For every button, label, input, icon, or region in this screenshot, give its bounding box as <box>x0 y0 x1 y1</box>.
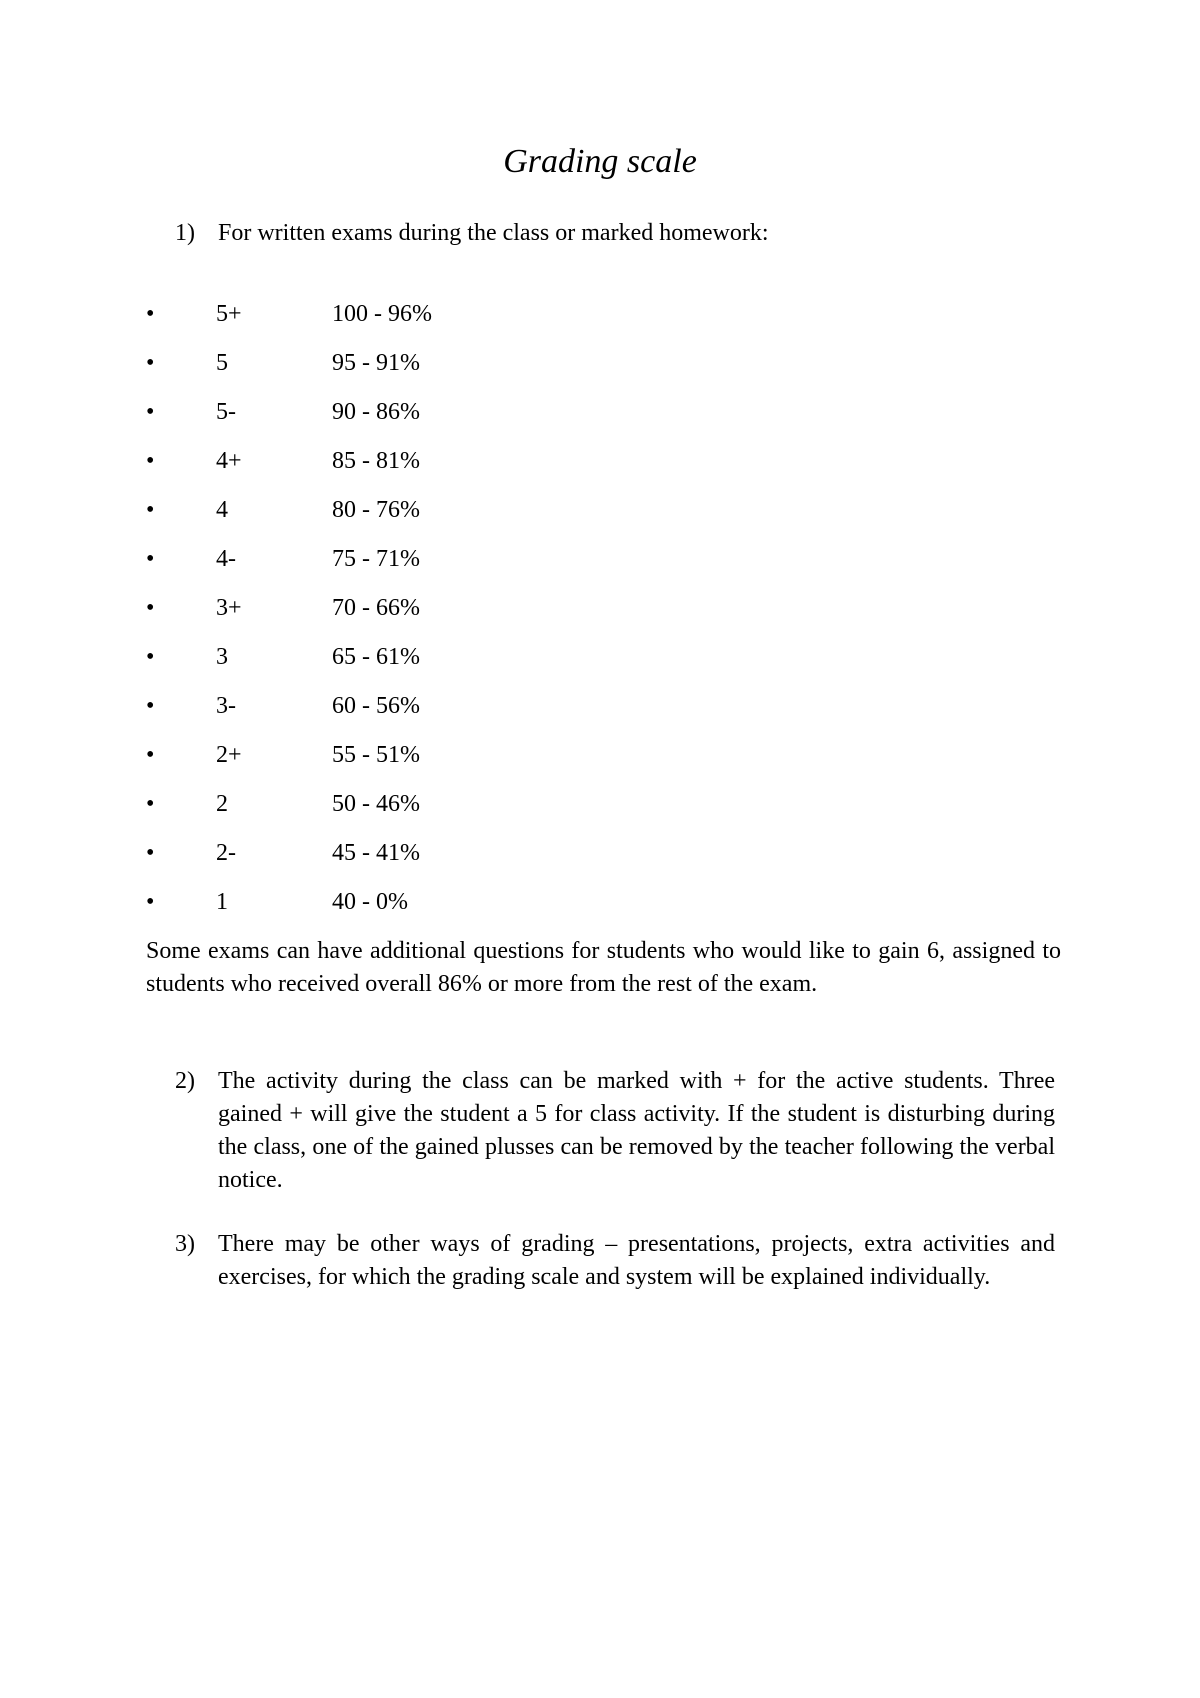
section-1-text: For written exams during the class or marked homework: <box>218 220 769 246</box>
section-1-number: 1) <box>175 220 195 246</box>
grade-range: 100 - 96% <box>332 301 432 327</box>
section-3 <box>175 1228 1055 1294</box>
grade-mark: 4- <box>216 546 236 572</box>
grade-row <box>0 445 1200 494</box>
grade-mark: 3+ <box>216 595 242 621</box>
section-3-text: There may be other ways of grading – presentations, projects, extra activities and exercises, for which the grading scale and system will be explained individually. <box>218 1231 1055 1290</box>
additional-questions-note: Some exams can have additional questions for students who would like to gain 6, assigned to students who received overall 86% or more from the rest of the exam. <box>146 938 1061 997</box>
grade-range: 55 - 51% <box>332 742 420 768</box>
grade-mark: 5 <box>216 350 228 376</box>
grade-mark: 2+ <box>216 742 242 768</box>
bullet-icon: • <box>146 644 155 670</box>
grade-range: 70 - 66% <box>332 595 420 621</box>
grade-row <box>0 347 1200 396</box>
section-2-text: The activity during the class can be marked with + for the active students. Three gained + will give the student a 5 for class activity. If the student is disturbing during the class, one of the gained plusses can be removed by the teacher following the verbal notice. <box>218 1068 1055 1193</box>
bullet-icon: • <box>146 448 155 474</box>
grade-range: 40 - 0% <box>332 889 408 915</box>
page-title: Grading scale <box>503 143 697 180</box>
grade-range: 45 - 41% <box>332 840 420 866</box>
grade-range: 75 - 71% <box>332 546 420 572</box>
grade-mark: 1 <box>216 889 228 915</box>
grade-mark: 5- <box>216 399 236 425</box>
bullet-icon: • <box>146 350 155 376</box>
grade-range: 80 - 76% <box>332 497 420 523</box>
bullet-icon: • <box>146 546 155 572</box>
grade-row <box>0 298 1200 347</box>
bullet-icon: • <box>146 742 155 768</box>
grade-row <box>0 543 1200 592</box>
grade-row <box>0 837 1200 886</box>
bullet-icon: • <box>146 497 155 523</box>
grade-range: 65 - 61% <box>332 644 420 670</box>
grade-row <box>0 690 1200 739</box>
bullet-icon: • <box>146 840 155 866</box>
bullet-icon: • <box>146 693 155 719</box>
grade-list <box>0 298 1200 935</box>
grade-range: 50 - 46% <box>332 791 420 817</box>
grade-row <box>0 592 1200 641</box>
grade-mark: 5+ <box>216 301 242 327</box>
grade-row <box>0 739 1200 788</box>
grade-mark: 3 <box>216 644 228 670</box>
grade-row <box>0 396 1200 445</box>
grade-range: 90 - 86% <box>332 399 420 425</box>
grade-mark: 2- <box>216 840 236 866</box>
grade-row <box>0 494 1200 543</box>
bullet-icon: • <box>146 595 155 621</box>
grade-mark: 4 <box>216 497 228 523</box>
section-3-number: 3) <box>175 1231 195 1257</box>
bullet-icon: • <box>146 301 155 327</box>
section-2 <box>175 1065 1055 1197</box>
grade-mark: 2 <box>216 791 228 817</box>
grade-row <box>0 886 1200 935</box>
grade-mark: 4+ <box>216 448 242 474</box>
bullet-icon: • <box>146 791 155 817</box>
grade-range: 85 - 81% <box>332 448 420 474</box>
bullet-icon: • <box>146 889 155 915</box>
grade-row <box>0 788 1200 837</box>
grade-range: 60 - 56% <box>332 693 420 719</box>
grade-range: 95 - 91% <box>332 350 420 376</box>
section-1 <box>175 217 1055 250</box>
section-2-number: 2) <box>175 1068 195 1094</box>
grade-mark: 3- <box>216 693 236 719</box>
grade-row <box>0 641 1200 690</box>
bullet-icon: • <box>146 399 155 425</box>
